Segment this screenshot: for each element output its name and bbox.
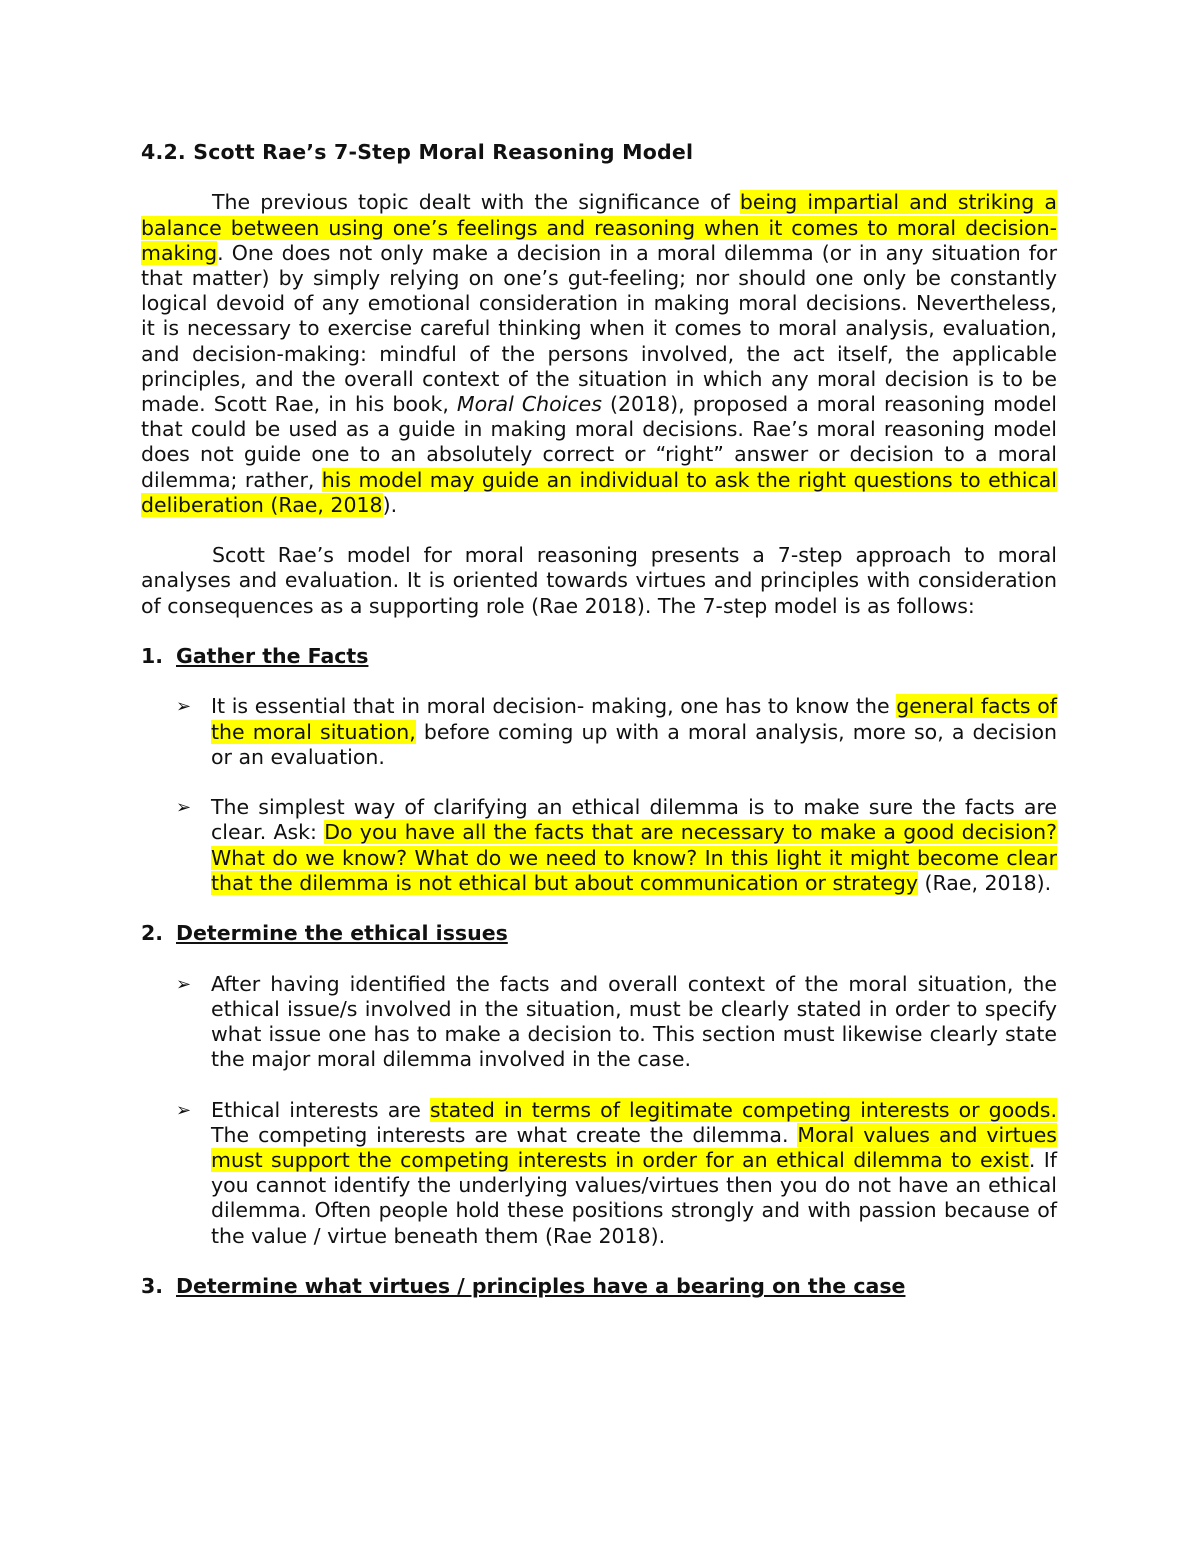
highlight-ask-questions: Do you have all the facts that are necessary to make a good decision? What do we know? What do we need to know? In this light it might become clear that the dilemma is not ethical but about communication or strategy [211,820,1057,895]
spacer [141,518,1057,543]
section-number: 1. [141,644,164,669]
highlight-general-facts: general facts of the moral situation, [211,694,1057,744]
book-title: Moral Choices [456,392,602,417]
spacer [141,669,1057,694]
list-item [141,972,1057,1073]
text-run: . If you cannot identify the underlying values/virtues then you do not have an ethical dilemma. Often people hold these positions strongly and with passion because of the value / virtue beneath them (Rae 2018). [211,1148,1057,1248]
section-title: Determine what virtues / principles have a bearing on the case [176,1274,906,1298]
bullet-text: After having identified the facts and overall context of the moral situation, the ethical issue/s involved in the situation, must be clearly stated in order to specify what issue one has to make a decision to. This section must likewise clearly state the major moral dilemma involved in the case. [211,971,1057,1072]
intro-text-a: The previous topic dealt with the significance of [212,190,740,215]
section-number: 2. [141,921,164,946]
spacer [141,619,1057,644]
text-run: The competing interests are what create the dilemma. [211,1122,798,1147]
section-3-heading [141,1274,1057,1299]
section-2-heading [141,921,1057,946]
text-run: (Rae, 2018). [917,870,1052,895]
list-item [141,1098,1057,1249]
section-number: 3. [141,1274,164,1298]
intro-text-c: (2018), proposed a moral reasoning model that could be used as a guide in making moral decisions. Rae’s moral reasoning model does not guide one to an absolutely correct or “right” answer or decision to a moral dilemma; rather, [141,392,1057,492]
spacer [141,1249,1057,1274]
spacer [141,165,1057,190]
document-page [141,140,1057,1299]
intro-text-d: ). [382,492,398,517]
highlight-impartial: being impartial and striking a balance between using one’s feelings and reasoning when it comes to moral decision-making [141,190,1057,265]
text-run: It is essential that in moral decision- making, one has to know the [211,694,897,719]
section-title: Gather the Facts [176,644,369,669]
highlight-competing-interests: stated in terms of legitimate competing interests or goods. [429,1097,1057,1122]
spacer [141,1072,1057,1097]
spacer [141,896,1057,921]
bullet-text [211,1098,1057,1249]
intro-paragraph-2: Scott Rae’s model for moral reasoning presents a 7-step approach to moral analyses and evaluation. It is oriented towards virtues and principles with consideration of consequences as a supporting role (Rae 2018). The 7-step model is as follows: [141,543,1057,618]
highlight-right-questions: his model may guide an individual to ask the right questions to ethical deliberation (Rae, 2018 [141,467,1057,517]
list-item [141,795,1057,896]
text-run: Ethical interests are [211,1097,430,1122]
spacer [141,946,1057,971]
intro-text-b: . One does not only make a decision in a moral dilemma (or in any situation for that matter) by simply relying on one’s gut-feeling; nor should one only be constantly logical devoid of any emotional consideration in making moral decisions. Nevertheless, it is necessary to exercise careful thinking when it comes to moral analysis, evaluation, and decision-making: mindful of the persons involved, the act itself, the applicable principles, and the overall context of the situation in which any moral decision is to be made. Scott Rae, in his book, [141,240,1057,417]
section-1-heading [141,644,1057,669]
intro-paragraph-1 [141,190,1057,518]
section-title: Determine the ethical issues [176,921,508,946]
arrow-bullet-icon: ➢ [176,797,192,819]
arrow-bullet-icon: ➢ [176,696,192,718]
spacer [141,770,1057,795]
list-item [141,694,1057,770]
arrow-bullet-icon: ➢ [176,973,192,995]
text-run: before coming up with a moral analysis, more so, a decision or an evaluation. [211,719,1057,769]
text-run: The simplest way of clarifying an ethical dilemma is to make sure the facts are clear. Ask: [211,795,1057,845]
bullet-text [211,795,1057,896]
page-title: 4.2. Scott Rae’s 7-Step Moral Reasoning Model [141,140,694,164]
highlight-moral-values: Moral values and virtues must support the competing interests in order for an ethical dilemma to exist [211,1122,1057,1172]
arrow-bullet-icon: ➢ [176,1099,192,1121]
bullet-text [211,694,1057,770]
